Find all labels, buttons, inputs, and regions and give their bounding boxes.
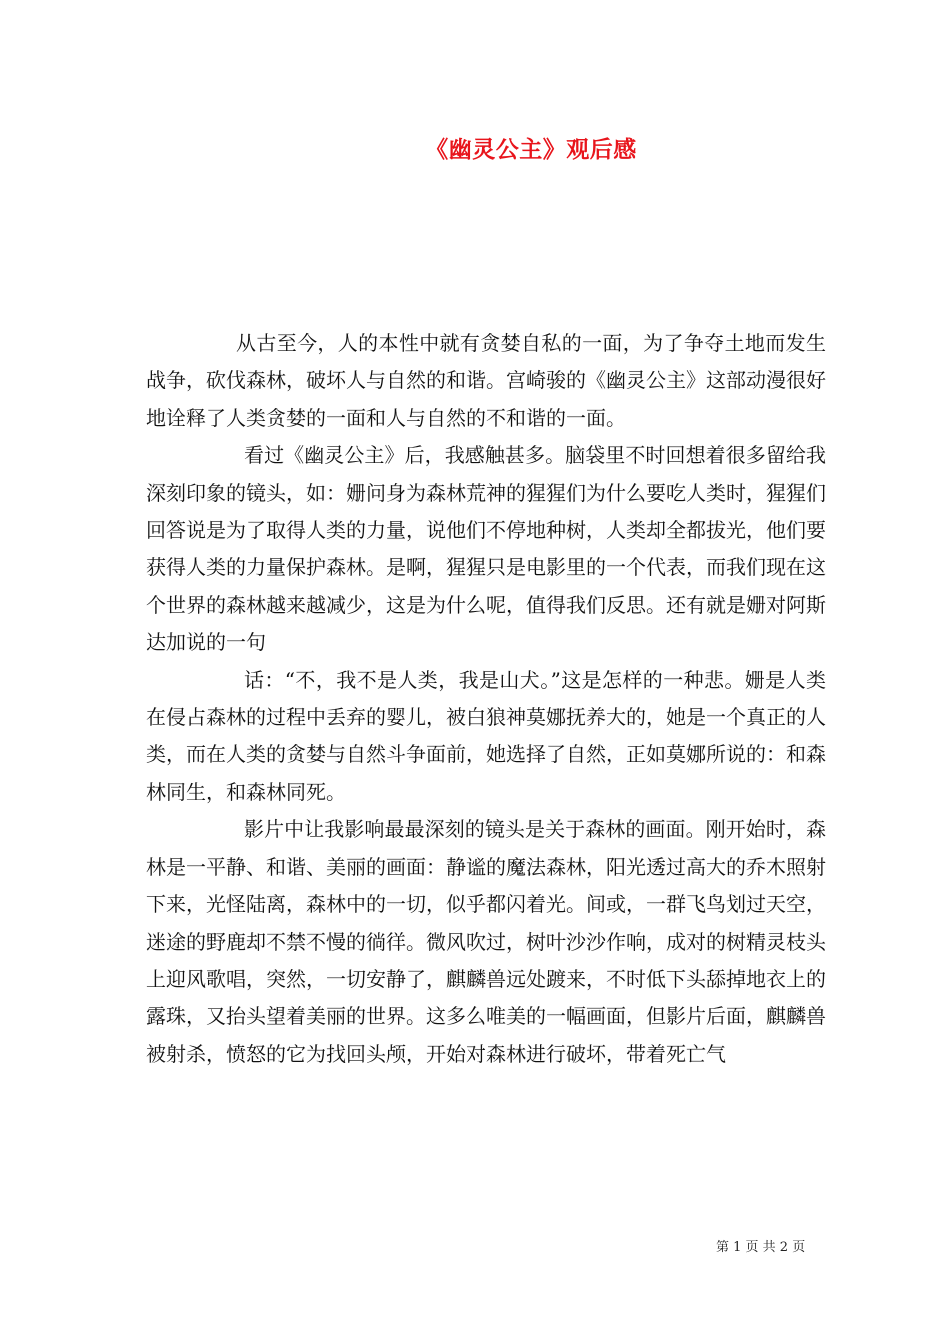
page-number-footer: 第 1 页 共 2 页	[716, 1240, 806, 1255]
paragraph-2: 看过《幽灵公主》后，我感触甚多。脑袋里不时回想着很多留给我深刻印象的镜头，如：姗问身为森林荒神的猩猩们为什么要吃人类时，猩猩们回答说是为了取得人类的力量，说他们不停地种树，人类却全都拔光，他们要获得人类的力量保护森林。是啊，猩猩只是电影里的一个代表，而我们现在这个世界的森林越来越减少，这是为什么呢，值得我们反思。还有就是姗对阿斯达加说的一句	[146, 443, 826, 655]
document-title: 《幽灵公主》观后感	[425, 136, 637, 163]
document-body	[146, 325, 826, 1073]
paragraph-3: 话：“不，我不是人类，我是山犬。”这是怎样的一种悲。姗是人类在侵占森林的过程中丢弃的婴儿，被白狼神莫娜抚养大的，她是一个真正的人类，而在人类的贪婪与自然斗争面前，她选择了自然，正如莫娜所说的：和森林同生，和森林同死。	[146, 667, 826, 804]
paragraph-1: 从古至今，人的本性中就有贪婪自私的一面，为了争夺土地而发生战争，砍伐森林，破坏人与自然的和谐。宫崎骏的《幽灵公主》这部动漫很好地诠释了人类贪婪的一面和人与自然的不和谐的一面。	[146, 331, 826, 430]
paragraph-4: 影片中让我影响最最深刻的镜头是关于森林的画面。刚开始时，森林是一平静、和谐、美丽的画面：静谧的魔法森林，阳光透过高大的乔木照射下来，光怪陆离，森林中的一切，似乎都闪着光。间或，一群飞鸟划过天空，迷途的野鹿却不禁不慢的徜徉。微风吹过，树叶沙沙作响，成对的树精灵枝头上迎风歌唱，突然，一切安静了，麒麟兽远处踱来，不时低下头舔掉地衣上的露珠，又抬头望着美丽的世界。这多么唯美的一幅画面，但影片后面，麒麟兽被射杀，愤怒的它为找回头颅，开始对森林进行破坏，带着死亡气	[146, 817, 826, 1066]
